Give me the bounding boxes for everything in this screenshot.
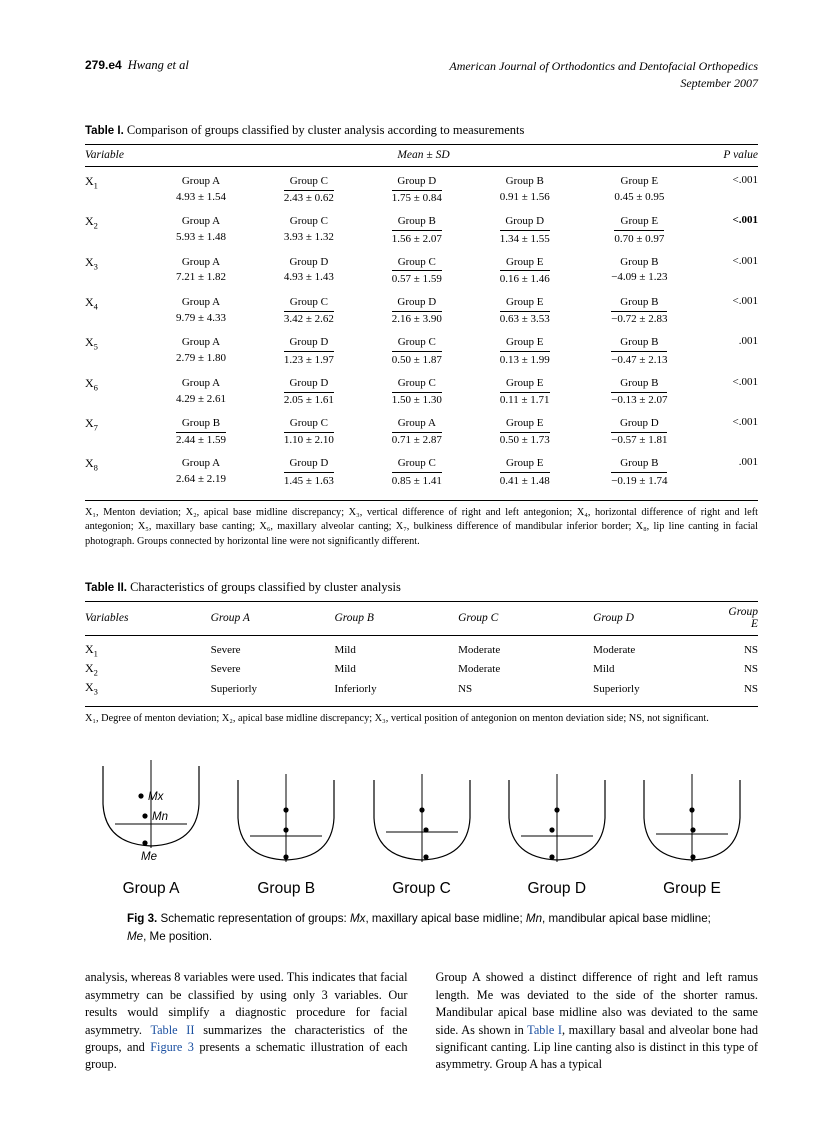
group-name: Group D — [289, 376, 329, 389]
group-name: Group A — [181, 174, 221, 187]
group-value: 2.64 ± 2.19 — [175, 473, 226, 486]
table-1-data-cell — [363, 207, 471, 247]
group-value-wrap — [363, 392, 471, 409]
figure-3-me-term: Me — [127, 929, 144, 943]
group-value-wrap — [471, 432, 579, 449]
running-authors: Hwang et al — [127, 58, 189, 72]
group-value: 0.70 ± 0.97 — [614, 230, 664, 247]
table-1-title: Comparison of groups classified by cluster analysis according to measurements — [126, 122, 525, 137]
table-2-header-cell: Group A — [211, 601, 335, 635]
table-1-variable-cell: $X_3$ — [85, 254, 98, 271]
group-value: 2.16 ± 3.90 — [392, 311, 442, 328]
figure-3-caption-text-4: , Me position. — [143, 929, 213, 943]
group-value-wrap — [579, 432, 700, 449]
group-value-wrap — [579, 230, 700, 247]
table-1-data-cell — [147, 166, 255, 207]
group-value-wrap — [579, 351, 700, 368]
cross-reference[interactable]: Figure 3 — [150, 1039, 194, 1054]
group-value: −0.19 ± 1.74 — [611, 472, 667, 489]
table-1-p-value: <.001 — [732, 173, 758, 186]
table-row — [85, 679, 758, 704]
group-name: Group D — [397, 295, 437, 308]
table-2-data-cell: Mild — [593, 663, 615, 676]
group-name: Group C — [397, 457, 436, 470]
table-1-data-cell — [363, 369, 471, 409]
group-name: Group D — [289, 457, 329, 470]
table-2-data-cell: NS — [743, 663, 758, 676]
table-1-data-cell — [363, 166, 471, 207]
figure-3 — [85, 752, 758, 945]
figure-group-label: Group D — [527, 880, 587, 898]
group-value: 0.41 ± 1.48 — [500, 472, 550, 489]
group-value: −0.57 ± 1.81 — [611, 432, 667, 449]
group-value: 7.21 ± 1.82 — [175, 271, 226, 284]
table-1-data-cell — [471, 409, 579, 449]
table-1-data-cell — [471, 328, 579, 368]
table-2-data-cell: Superiorly — [593, 682, 640, 695]
body-columns — [85, 969, 758, 1074]
group-value: 0.57 ± 1.59 — [392, 270, 442, 287]
figure-group-item — [85, 752, 217, 898]
table-1-data-cell — [471, 248, 579, 288]
group-value-wrap — [579, 392, 700, 409]
group-value-wrap — [363, 270, 471, 287]
table-2-data-cell: Moderate — [458, 663, 501, 676]
table-2-header-cell: Group B — [334, 601, 458, 635]
group-value: 2.44 ± 1.59 — [176, 432, 226, 449]
table-2-variable-cell: $X_2$ — [85, 661, 98, 678]
group-name: Group D — [397, 174, 437, 187]
group-value: 0.91 ± 1.56 — [499, 190, 550, 203]
figure-3-mn-term: Mn — [525, 912, 543, 926]
table-1-p-value: .001 — [738, 456, 758, 469]
figure-3-caption-text-1: Schematic representation of groups: — [160, 912, 350, 926]
table-1-p-value: <.001 — [732, 214, 758, 227]
table-row — [85, 288, 758, 328]
group-value: 1.45 ± 1.63 — [284, 472, 334, 489]
group-name: Group B — [181, 417, 221, 430]
group-value: 0.50 ± 1.87 — [392, 351, 442, 368]
group-name: Group D — [289, 336, 329, 349]
figure-group-item — [220, 766, 352, 898]
jaw-diagram-icon — [628, 766, 756, 878]
group-value: −0.13 ± 2.07 — [611, 392, 667, 409]
group-name: Group C — [289, 417, 328, 430]
table-1-variable-cell: $X_4$ — [85, 294, 98, 312]
group-value-wrap — [579, 311, 700, 328]
table-1-data-cell — [471, 288, 579, 328]
figure-3-mx-term: Mx — [349, 912, 366, 926]
table-row — [85, 369, 758, 409]
table-1-data-cell — [363, 288, 471, 328]
jaw-diagram-icon — [222, 766, 350, 878]
figure-group-label: Group E — [663, 880, 721, 898]
table-2-bottom-rule — [85, 706, 758, 707]
figure-3-caption-text-2: , maxillary apical base midline; — [365, 912, 526, 926]
table-2-variable-cell: $X_3$ — [85, 680, 98, 697]
group-name: Group C — [397, 376, 436, 389]
group-value: 5.93 ± 1.48 — [175, 231, 226, 244]
table-1-data-cell — [255, 288, 363, 328]
group-value-wrap — [471, 270, 579, 287]
group-value: −0.47 ± 2.13 — [611, 351, 667, 368]
table-2-data-cell: Mild — [334, 643, 356, 656]
group-name: Group A — [181, 295, 221, 308]
table-row — [85, 635, 758, 659]
table-1-variable-cell: $X_1$ — [85, 173, 98, 191]
table-1-data-cell — [147, 369, 255, 409]
group-value-wrap — [471, 392, 579, 409]
table-1 — [85, 144, 758, 498]
annotation-mn: Mn — [152, 811, 168, 824]
table-2-data-cell: Mild — [334, 663, 356, 676]
group-name: Group E — [505, 295, 544, 308]
annotation-me: Me — [141, 851, 157, 864]
group-name: Group B — [620, 295, 659, 308]
table-row — [85, 409, 758, 449]
table-1-data-cell — [255, 166, 363, 207]
table-1-variable-cell: $X_7$ — [85, 416, 98, 433]
table-1-data-cell — [363, 449, 471, 497]
group-name: Group D — [619, 417, 659, 430]
table-2-title: Characteristics of groups classified by cluster analysis — [130, 579, 401, 594]
table-1-bottom-rule — [85, 500, 758, 501]
group-value: 4.93 ± 1.43 — [283, 271, 334, 284]
group-value: 0.13 ± 1.99 — [500, 351, 550, 368]
group-name: Group B — [620, 336, 659, 349]
group-value: 1.10 ± 2.10 — [284, 432, 334, 449]
table-1-data-cell — [579, 166, 700, 207]
table-1-data-cell — [471, 449, 579, 497]
table-1-head — [85, 144, 758, 166]
group-value: 1.75 ± 0.84 — [392, 190, 442, 207]
group-value-wrap — [255, 351, 363, 368]
page-number: 279.e4 — [85, 58, 122, 72]
group-name: Group B — [505, 174, 544, 187]
table-row — [85, 660, 758, 679]
group-name: Group A — [181, 336, 221, 349]
table-1-data-cell — [363, 409, 471, 449]
table-2-header-row — [85, 601, 758, 635]
table-1-data-cell — [579, 288, 700, 328]
group-name: Group C — [289, 215, 328, 228]
body-paragraph-right: Group A showed a distinct difference of right and left ramus length. Me was deviated to the side of the shorter ramus. Mandibular apical base midline also was deviated to the same side. As shown in Table I, maxillary basal and alveolar bone had significant canting. Lip line canting also is distinct in this type of asymmetry. Group A has a typical — [435, 970, 758, 1072]
table-2-body — [85, 635, 758, 704]
body-column-left — [85, 969, 408, 1074]
group-value-wrap — [147, 432, 255, 449]
table-1-p-value: <.001 — [732, 416, 758, 429]
group-name: Group C — [289, 174, 328, 187]
table-1-data-cell — [579, 369, 700, 409]
group-name: Group A — [181, 376, 221, 389]
table-2-caption — [85, 580, 758, 595]
table-row — [85, 207, 758, 247]
annotation-mx: Mx — [148, 791, 164, 804]
table-1-data-cell — [255, 369, 363, 409]
table-row — [85, 449, 758, 497]
table-1-block — [85, 123, 758, 550]
table-1-data-cell — [255, 409, 363, 449]
table-1-p-value: <.001 — [732, 294, 758, 307]
cross-reference[interactable]: Table II — [150, 1022, 195, 1037]
table-1-data-cell — [471, 207, 579, 247]
group-name: Group E — [620, 215, 659, 228]
group-value-wrap — [471, 472, 579, 489]
figure-3-caption — [127, 910, 758, 945]
table-1-data-cell — [579, 248, 700, 288]
group-value: 1.23 ± 1.97 — [284, 351, 334, 368]
body-paragraph-left: analysis, whereas 8 variables were used. This indicates that facial asymmetry can be classified by using only 3 variables. Our results would simplify a diagnostic procedure for facial asymmetry. Table II summarizes the characteristics of the groups, and Figure 3 presents a schematic illustration of each group. — [85, 970, 408, 1072]
group-value: 9.79 ± 4.33 — [175, 311, 226, 324]
figure-group-item — [356, 766, 488, 898]
table-2-header-cell: Group C — [458, 601, 593, 635]
table-1-data-cell — [147, 449, 255, 497]
group-value: 2.79 ± 1.80 — [175, 352, 226, 365]
group-value-wrap — [363, 311, 471, 328]
table-1-data-cell — [363, 248, 471, 288]
jaw-diagram-icon — [493, 766, 621, 878]
journal-title: American Journal of Orthodontics and Dentofacial Orthopedics — [449, 59, 758, 73]
group-name: Group B — [620, 376, 659, 389]
table-1-label: Table I. — [85, 124, 124, 137]
table-2-block — [85, 580, 758, 727]
table-1-variable-cell: $X_6$ — [85, 375, 98, 393]
group-value-wrap — [363, 432, 471, 449]
table-1-data-cell — [579, 328, 700, 368]
figure-3-caption-text-3: , mandibular apical base midline; — [542, 912, 711, 926]
group-value-wrap — [363, 190, 471, 207]
group-name: Group D — [289, 255, 329, 268]
group-value: 1.34 ± 1.55 — [500, 230, 550, 247]
table-1-header-p: P value — [700, 144, 758, 166]
group-value-wrap — [255, 392, 363, 409]
group-value: −0.72 ± 2.83 — [611, 311, 667, 328]
figure-3-diagrams — [85, 752, 758, 898]
group-name: Group E — [505, 417, 544, 430]
group-name: Group E — [505, 376, 544, 389]
group-value-wrap — [255, 472, 363, 489]
group-value: 0.16 ± 1.46 — [500, 270, 550, 287]
table-1-p-value: .001 — [738, 335, 758, 348]
running-head-right — [449, 58, 758, 93]
table-2-data-cell: Severe — [210, 643, 241, 656]
running-head — [85, 58, 758, 93]
group-name: Group E — [620, 174, 659, 187]
table-1-data-cell — [579, 409, 700, 449]
table-2-data-cell: Severe — [210, 663, 241, 676]
table-2-footnote: X₁, Degree of menton deviation; X₂, apical base midline discrepancy; X₃, vertical position of antegonion on menton deviation side; NS, not significant. — [85, 712, 709, 724]
figure-group-item — [491, 766, 623, 898]
table-1-data-cell — [147, 248, 255, 288]
table-2 — [85, 601, 758, 704]
table-2-data-cell: Superiorly — [210, 682, 258, 695]
group-value-wrap — [363, 230, 471, 247]
group-name: Group C — [397, 255, 436, 268]
table-1-data-cell — [255, 248, 363, 288]
table-1-data-cell — [255, 328, 363, 368]
table-1-data-cell — [579, 449, 700, 497]
group-value: 4.29 ± 2.61 — [175, 392, 226, 405]
group-value: 3.93 ± 1.32 — [283, 231, 334, 244]
table-1-data-cell — [147, 288, 255, 328]
group-name: Group E — [505, 457, 544, 470]
table-2-data-cell: Moderate — [458, 643, 501, 656]
group-value-wrap — [255, 311, 363, 328]
group-name: Group B — [620, 255, 659, 268]
table-1-body — [85, 166, 758, 498]
group-name: Group B — [620, 457, 659, 470]
group-name: Group C — [397, 336, 436, 349]
group-value: 0.85 ± 1.41 — [392, 472, 442, 489]
figure-group-item — [626, 766, 758, 898]
body-column-right — [436, 969, 759, 1074]
group-name: Group E — [505, 255, 544, 268]
table-1-variable-cell: $X_8$ — [85, 456, 98, 473]
group-value: −4.09 ± 1.23 — [611, 271, 668, 284]
group-value-wrap — [363, 351, 471, 368]
group-value: 0.11 ± 1.71 — [500, 392, 550, 409]
group-value: 4.93 ± 1.54 — [175, 190, 226, 203]
table-row — [85, 248, 758, 288]
table-1-data-cell — [363, 328, 471, 368]
table-1-data-cell — [147, 409, 255, 449]
cross-reference[interactable]: Table I — [527, 1022, 562, 1037]
group-value-wrap — [579, 472, 700, 489]
figure-group-label: Group B — [257, 880, 316, 898]
table-2-header-cell: Group D — [593, 601, 728, 635]
table-1-caption — [85, 123, 758, 138]
table-1-p-value: <.001 — [732, 375, 758, 388]
jaw-diagram-icon — [87, 752, 215, 878]
table-2-data-cell: Inferiorly — [334, 682, 377, 695]
figure-group-label: Group A — [122, 880, 180, 898]
group-value: 0.63 ± 3.53 — [500, 311, 550, 328]
jaw-diagram-icon — [358, 766, 486, 878]
table-row — [85, 328, 758, 368]
table-2-data-cell: NS — [743, 643, 758, 656]
figure-group-label: Group C — [392, 880, 451, 898]
issue-date: September 2007 — [680, 76, 758, 91]
table-row — [85, 166, 758, 207]
table-2-data-cell: NS — [458, 682, 473, 695]
group-name: Group C — [289, 295, 328, 308]
group-value: 0.45 ± 0.95 — [614, 190, 665, 203]
table-1-header-row — [85, 144, 758, 166]
table-1-header-variable: Variable — [85, 144, 147, 166]
group-name: Group A — [397, 417, 436, 430]
group-value: 1.50 ± 1.30 — [392, 392, 442, 409]
group-name: Group E — [505, 336, 544, 349]
table-2-header-cell: Variables — [85, 601, 211, 635]
table-1-data-cell — [471, 166, 579, 207]
figure-3-label: Fig 3. — [127, 912, 158, 926]
table-1-data-cell — [147, 328, 255, 368]
group-value: 2.43 ± 0.62 — [284, 190, 334, 207]
table-2-head — [85, 601, 758, 635]
group-value: 3.42 ± 2.62 — [284, 311, 334, 328]
group-value-wrap — [471, 230, 579, 247]
group-name: Group B — [397, 215, 436, 228]
group-value: 2.05 ± 1.61 — [284, 392, 334, 409]
table-2-label: Table II. — [85, 581, 127, 594]
group-name: Group A — [181, 457, 221, 470]
table-1-data-cell — [471, 369, 579, 409]
group-name: Group A — [181, 255, 221, 268]
group-value: 1.56 ± 2.07 — [392, 230, 442, 247]
table-1-header-mean: Mean ± SD — [147, 144, 700, 166]
running-head-left — [85, 58, 189, 73]
table-1-variable-cell: $X_2$ — [85, 214, 98, 231]
group-value-wrap — [255, 432, 363, 449]
table-1-p-value: <.001 — [732, 254, 758, 267]
table-2-header-cell: Group E — [728, 601, 758, 635]
group-value-wrap — [471, 311, 579, 328]
group-value-wrap — [255, 190, 363, 207]
table-2-data-cell: NS — [743, 682, 758, 695]
group-value: 0.71 ± 2.87 — [392, 432, 442, 449]
table-1-data-cell — [579, 207, 700, 247]
group-value: 0.50 ± 1.73 — [500, 432, 550, 449]
table-1-footnote: X₁, Menton deviation; X₂, apical base midline discrepancy; X₃, vertical difference of right and left antegonion; X₄, horizontal difference of right and left antegonion; X₅, maxillary base canting; X₆, maxillary alveolar canting; X₇, bulkiness difference of mandibular inferior border; X₈, lip line canting in facial photograph. Groups connected by horizontal line were not significantly different. — [85, 506, 758, 547]
table-1-data-cell — [255, 207, 363, 247]
group-name: Group D — [505, 215, 545, 228]
table-1-data-cell — [255, 449, 363, 497]
group-name: Group A — [181, 215, 221, 228]
group-value-wrap — [363, 472, 471, 489]
table-1-variable-cell: $X_5$ — [85, 335, 98, 352]
group-value-wrap — [471, 351, 579, 368]
table-1-data-cell — [147, 207, 255, 247]
table-2-data-cell: Moderate — [593, 643, 636, 656]
table-2-variable-cell: $X_1$ — [85, 641, 98, 658]
